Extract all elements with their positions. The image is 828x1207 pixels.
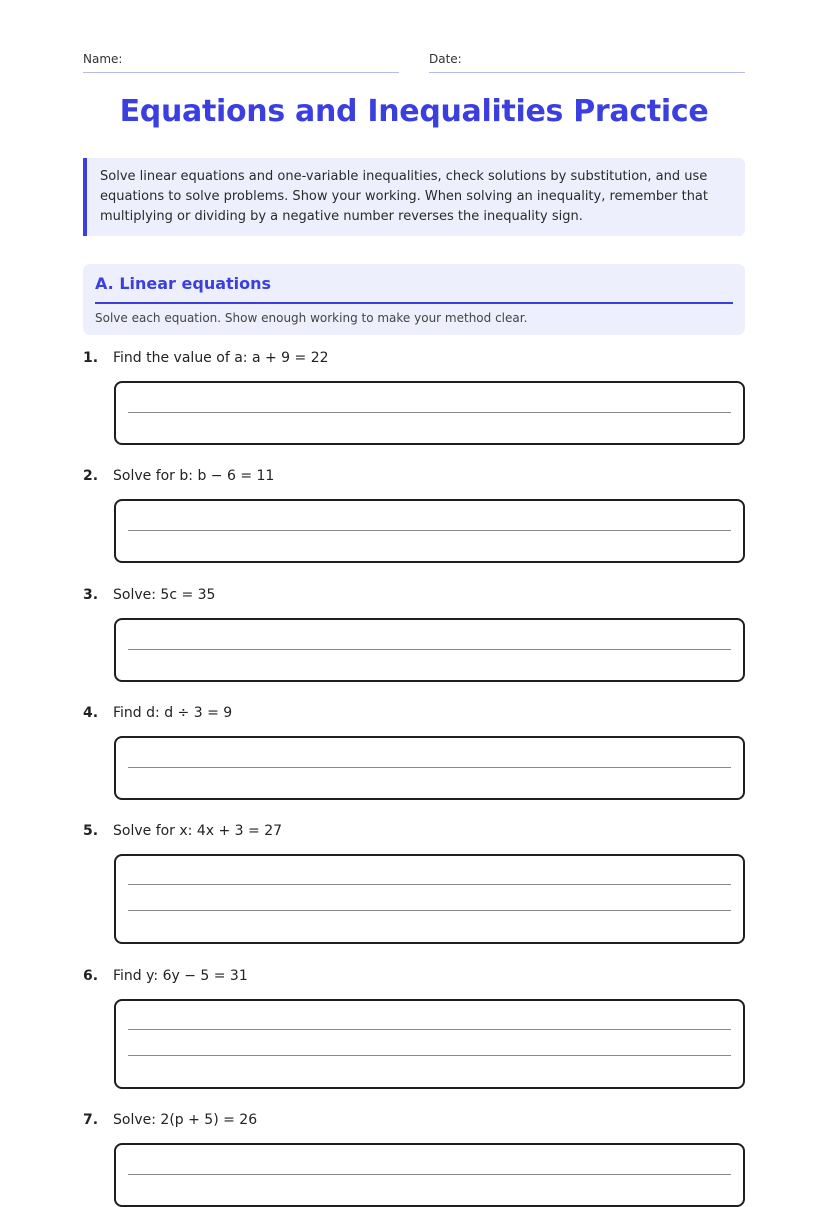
question-text: Solve: 2(p + 5) = 26 bbox=[113, 1112, 258, 1128]
answer-line bbox=[128, 884, 731, 885]
name-label: Name: bbox=[83, 52, 123, 66]
question-text: Find y: 6y − 5 = 31 bbox=[113, 968, 248, 984]
intro-text: Solve linear equations and one-variable inequalities, check solutions by substitution, and use equations to solve problems. Show your working. When solving an inequality, remember that multiplying or dividing by a negative number reverses the inequality sign. bbox=[100, 169, 708, 224]
intro-box bbox=[83, 158, 745, 236]
question-text: Solve: 5c = 35 bbox=[113, 587, 216, 603]
answer-box[interactable] bbox=[114, 381, 745, 445]
section-header bbox=[83, 264, 745, 335]
question-number: 2. bbox=[83, 468, 99, 484]
answer-box[interactable] bbox=[114, 736, 745, 800]
question-number: 5. bbox=[83, 823, 99, 839]
answer-line bbox=[128, 767, 731, 768]
name-date-row bbox=[83, 52, 745, 74]
section-instructions: Solve each equation. Show enough working to make your method clear. bbox=[95, 311, 528, 325]
answer-line bbox=[128, 530, 731, 531]
answer-box[interactable] bbox=[114, 499, 745, 563]
question-text: Find the value of a: a + 9 = 22 bbox=[113, 350, 329, 366]
question-number: 4. bbox=[83, 705, 99, 721]
answer-line bbox=[128, 1055, 731, 1056]
answer-line bbox=[128, 1174, 731, 1175]
answer-line bbox=[128, 1029, 731, 1030]
answer-box[interactable] bbox=[114, 618, 745, 682]
answer-box[interactable] bbox=[114, 1143, 745, 1207]
question-text: Solve for b: b − 6 = 11 bbox=[113, 468, 275, 484]
date-field[interactable] bbox=[429, 52, 745, 66]
answer-line bbox=[128, 412, 731, 413]
answer-box[interactable] bbox=[114, 999, 745, 1089]
question-number: 3. bbox=[83, 587, 99, 603]
question-number: 6. bbox=[83, 968, 99, 984]
question-number: 7. bbox=[83, 1112, 99, 1128]
question-number: 1. bbox=[83, 350, 99, 366]
page-title: Equations and Inequalities Practice bbox=[119, 94, 709, 129]
section-title: A. Linear equations bbox=[95, 274, 272, 293]
name-underline bbox=[83, 72, 399, 73]
section-divider bbox=[95, 302, 733, 304]
question-text: Solve for x: 4x + 3 = 27 bbox=[113, 823, 283, 839]
question-text: Find d: d ÷ 3 = 9 bbox=[113, 705, 233, 721]
date-underline bbox=[429, 72, 745, 73]
name-field[interactable] bbox=[83, 52, 399, 66]
answer-line bbox=[128, 910, 731, 911]
answer-box[interactable] bbox=[114, 854, 745, 944]
date-label: Date: bbox=[429, 52, 462, 66]
answer-line bbox=[128, 649, 731, 650]
